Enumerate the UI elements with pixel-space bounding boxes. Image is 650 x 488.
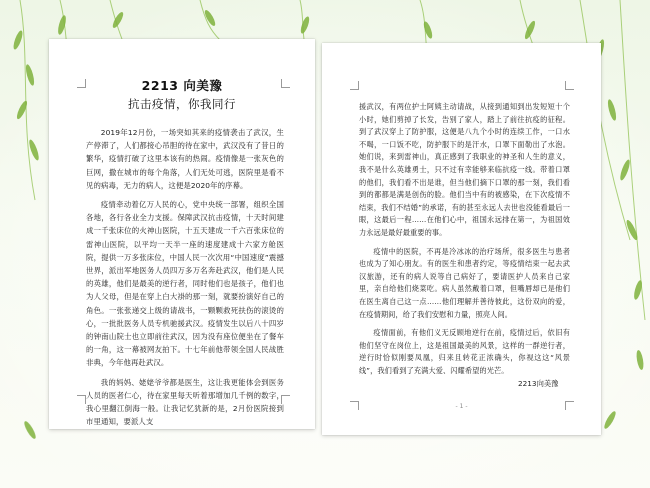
paragraph: 我的妈妈、姥姥爷爷都是医生，这让我更能体会到医务人员的医者仁心，待在家里每天听着那增加几千例的数字，我心里翻江倒海一般。让我记忆犹新的是，2月份医院接到市里通知，要派人支 — [86, 377, 284, 427]
document-page-2 — [322, 43, 601, 435]
paragraph: 援武汉，有两位护士阿姨主动请战，从接到通知到出发短短十个小时，她们剪掉了长发，告别了家人，踏上了前往抗疫的征程。到了武汉穿上了防护服，这便是八九个小时的连续工作，一口水不喝，一口饭不吃，防护服下的是汗水，口罩下面勒出了水泡。她们说，来到雷神山，真正感到了我职业的神圣和人生的意义，我不是什么英雄勇士，只不过有幸能够来临抗疫一线。带着口罩的他们，我们看不出是谁，但当他们摘下口罩的那一刻，我们看到的都都是满是创伤的脸。他们当中有的被感染，在下次疫情不结束，我们不结婚”的承诺，有的甚至永远人去世也没能看最后一眼，这最后一程……在他们心中，祖国永远排在第一，为祖国效力永远是最好最重要的事。 — [359, 102, 570, 237]
document-subtitle: 抗击疫情，你我同行 — [128, 97, 236, 111]
paragraph: 2019年12月份，一场突如其来的疫情袭击了武汉，生产停滞了，人们都接心吊胆的待在家中，武汉没有了昔日的繁华，疫情打破了这里本该有的热闹。疫情像是一张灰色的巨网，撒在城市的每个角落，人们无处可逃，医院里是看不见的病毒，无力的病人，这便是2020年的序幕。 — [86, 128, 284, 190]
crop-mark — [77, 395, 86, 404]
paragraph: 疫情面前，有他们义无反顾地逆行在前，疫情过后，依旧有他们坚守在岗位上，这是祖国最美的风景，这样的一群逆行者，逆行时恰似刚要凤凰，归来且转花正浓确头，你视这这“风景线”，我们看到了充满大爱、闪耀希望的光芒。 — [359, 328, 570, 375]
document-title: 2213 向美豫 — [141, 78, 223, 93]
paragraph: 疫情牵动着亿万人民的心，党中央统一部署，组织全国各地，各行各业全力支援。保障武汉抗击疫情，十天时间建成一千张床位的火神山医院，十五天建成一千六百张床位的雷神山医院，以平均一天半一座的速度建成十六家方舱医院，提供一万多张床位，中国人民一次次用“中国速度”震撼世界，派出军地医务人员四万多万名奔赴武汉，他们是人民的英雄，他们是最美的逆行者，同时他们也是孩子，他们也为人父母，但是在穿上白大褂的那一刻，就要扮演好自己的角色。一张张递交上级的请战书，一颗颗救死扶伤的滚烫的心，一批批医务人员专机驰援武汉。疫情发生以后八十四岁的钟南山院士也立即前往武汉，因为没有座位便坐在了餐车的一角，这一幕被网友拍下。十七年前他带领全国人民战胜非典，今年他再赴武汉。 — [86, 200, 284, 368]
page-2-body — [359, 101, 570, 377]
crop-mark — [350, 81, 359, 90]
document-page-1 — [49, 39, 315, 429]
page-1-body — [86, 126, 284, 428]
page-number: - 1 - — [455, 403, 468, 410]
paragraph: 疫情中的医院，不再是冷冰冰的治疗场所，很多医生与患者也成为了知心朋友。有的医生和患者约定，等疫情结束一起去武汉旅游，还有的病人说等自己病好了，要请医护人员来自己家里，亲自给他们烧菜吃。病人虽然戴着口罩，但嘴唇却已是他们在医生离自己这一点……他们理解并善待彼此，这份双向的爱，在疫情期间，给了我们安慰和力量，照亮人间。 — [359, 246, 570, 319]
signature: 2213向美豫 — [518, 379, 559, 388]
crop-mark — [565, 81, 574, 90]
